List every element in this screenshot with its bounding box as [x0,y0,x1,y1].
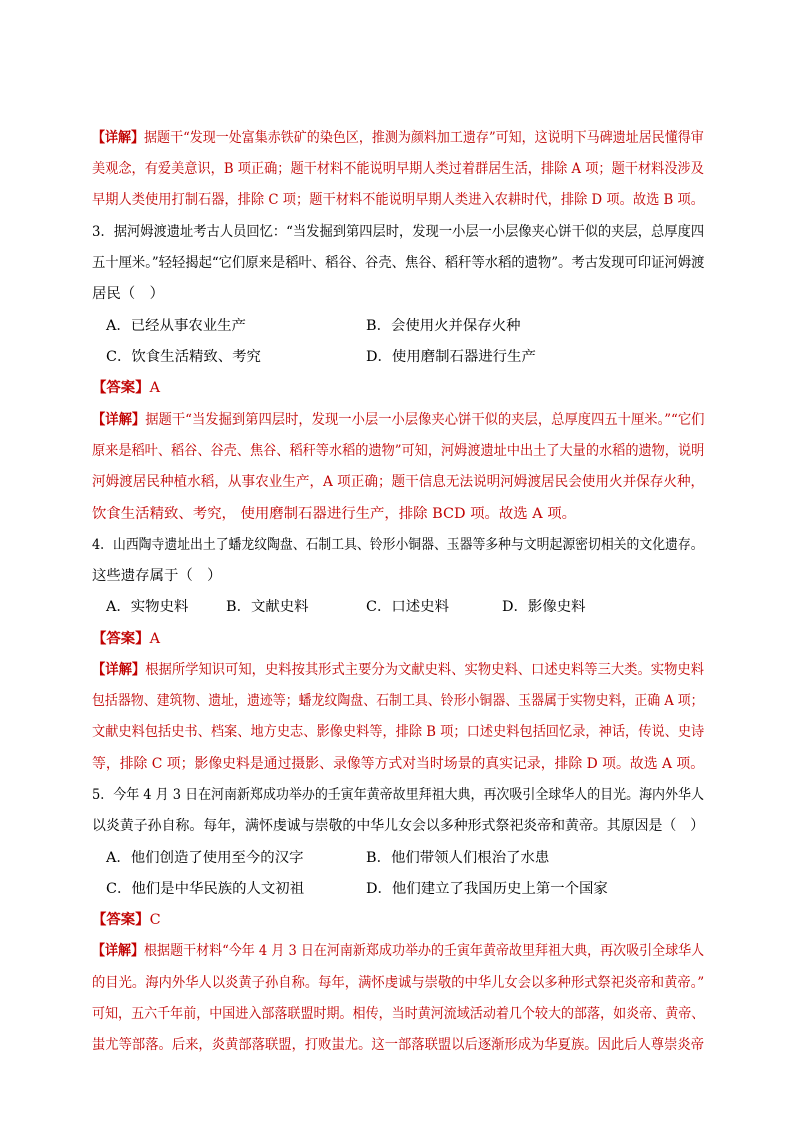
question-3-stem: 五十厘米。”轻轻揭起“它们原来是稻叶、稻谷、谷壳、焦谷、稻秆等水稻的遗物”。考古发现可印证河姆渡 [92,255,705,271]
question-4-detail: 文献史料包括史书、档案、地方史志、影像史料等，排除 B 项；口述史料包括回忆录，神话，传说、史诗 [92,724,705,740]
question-4-detail: 包括器物、建筑物、遗址，遗迹等；蟠龙纹陶盘、石制工具、铃形小铜器、玉器属于实物史料，正确 A 项； [92,693,704,709]
question-3-option-a: A．已经从事农业生产 [106,318,246,334]
question-3-detail: 饮食生活精致、考究， 使用磨制石器进行生产，排除 BCD 项。故选 A 项。 [92,506,576,522]
question-4-stem: 这些遗存属于（ ） [92,568,222,584]
detail-label: 【详解】 [92,411,146,428]
question-3-option-b: B．会使用火并保存火种 [366,318,521,334]
question-3-answer: 【答案】A [92,379,160,396]
question-5-detail: 【详解】根据题干材料“今年 4 月 3 日在河南新郑成功举办的壬寅年黄帝故里拜祖大典，再次吸引全球华人 [92,942,705,959]
question-4-detail: 【详解】根据所学知识可知，史料按其形式主要分为文献史料、实物史料、口述史料等三大类。实物史料 [92,661,705,678]
question-4-option-d: D．影像史料 [502,599,586,615]
question-5-detail: 蚩尤等部落。后来，炎黄部落联盟，打败蚩尤。这一部落联盟以后逐渐形成为华夏族。因此后人尊崇炎帝 [92,1037,705,1053]
question-5-option-a: A．他们创造了使用至今的汉字 [106,850,304,866]
question-4-detail: 等，排除 C 项；影像史料是通过摄影、录像等方式对当时场景的真实记录，排除 D 项。故选 A 项。 [92,756,705,772]
question-5-option-c: C．他们是中华民族的人文初祖 [106,881,305,897]
detail-label: 【详解】 [92,661,146,678]
question-3-detail: 河姆渡居民种植水稻，从事农业生产，A 项正确；题干信息无法说明河姆渡居民会使用火并保存火种， [92,474,705,490]
answer-label: 【答案】 [92,379,150,396]
question-3-detail: 【详解】据题干“当发掘到第四层时，发现一小层一小层像夹心饼干似的夹层，总厚度四五十厘米。”“它们 [92,411,705,428]
answer-label: 【答案】 [92,911,150,928]
question-4-option-b: B．文献史料 [226,599,309,615]
question-5-stem: 5．今年 4 月 3 日在河南新郑成功举办的壬寅年黄帝故里拜祖大典，再次吸引全球华人的目光。海内外华人 [92,787,704,803]
question-4-option-a: A．实物史料 [106,599,189,615]
detail-line: 早期人类使用打制石器，排除 C 项；题干材料不能说明早期人类进入农耕时代，排除 D 项。故选 B 项。 [92,192,704,208]
question-5-detail: 的目光。海内外华人以炎黄子孙自称。每年，满怀虔诚与崇敬的中华儿女会以多种形式祭祀炎帝和黄帝。” [92,975,705,991]
question-5-option-d: D．他们建立了我国历史上第一个国家 [366,881,608,897]
detail-line: 【详解】据题干“发现一处富集赤铁矿的染色区，推测为颜料加工遗存”可知，这说明下马碑遗址居民懂得审 [92,129,704,146]
question-4-option-c: C．口述史料 [366,599,449,615]
detail-label: 【详解】 [92,942,145,959]
detail-line: 美观念，有爱美意识，B 项正确；题干材料不能说明早期人类过着群居生活，排除 A 项；题干材料没涉及 [92,161,704,177]
question-5-answer: 【答案】C [92,911,161,928]
question-3-stem: 居民（ ） [92,286,164,302]
question-3-option-c: C．饮食生活精致、考究 [106,349,261,365]
question-4-answer: 【答案】A [92,630,160,647]
detail-label: 【详解】 [92,129,145,146]
question-5-detail: 可知，五六千年前，中国进入部落联盟时期。相传，当时黄河流域活动着几个较大的部落，如炎帝、黄帝、 [92,1006,705,1022]
question-4-stem: 4．山西陶寺遗址出土了蟠龙纹陶盘、石制工具、铃形小铜器、玉器等多种与文明起源密切相关的文化遗存。 [92,537,704,553]
question-3-stem: 3．据河姆渡遗址考古人员回忆：“当发掘到第四层时，发现一小层一小层像夹心饼干似的夹层，总厚度四 [92,224,705,240]
question-3-detail: 原来是稻叶、稻谷、谷壳、焦谷、稻秆等水稻的遗物”可知，河姆渡遗址中出土了大量的水稻的遗物，说明 [92,443,705,459]
answer-label: 【答案】 [92,630,150,647]
question-5-stem: 以炎黄子孙自称。每年，满怀虔诚与崇敬的中华儿女会以多种形式祭祀炎帝和黄帝。其原因是（ ） [92,818,705,834]
question-5-option-b: B．他们带领人们根治了水患 [366,850,550,866]
question-3-option-d: D．使用磨制石器进行生产 [366,349,536,365]
